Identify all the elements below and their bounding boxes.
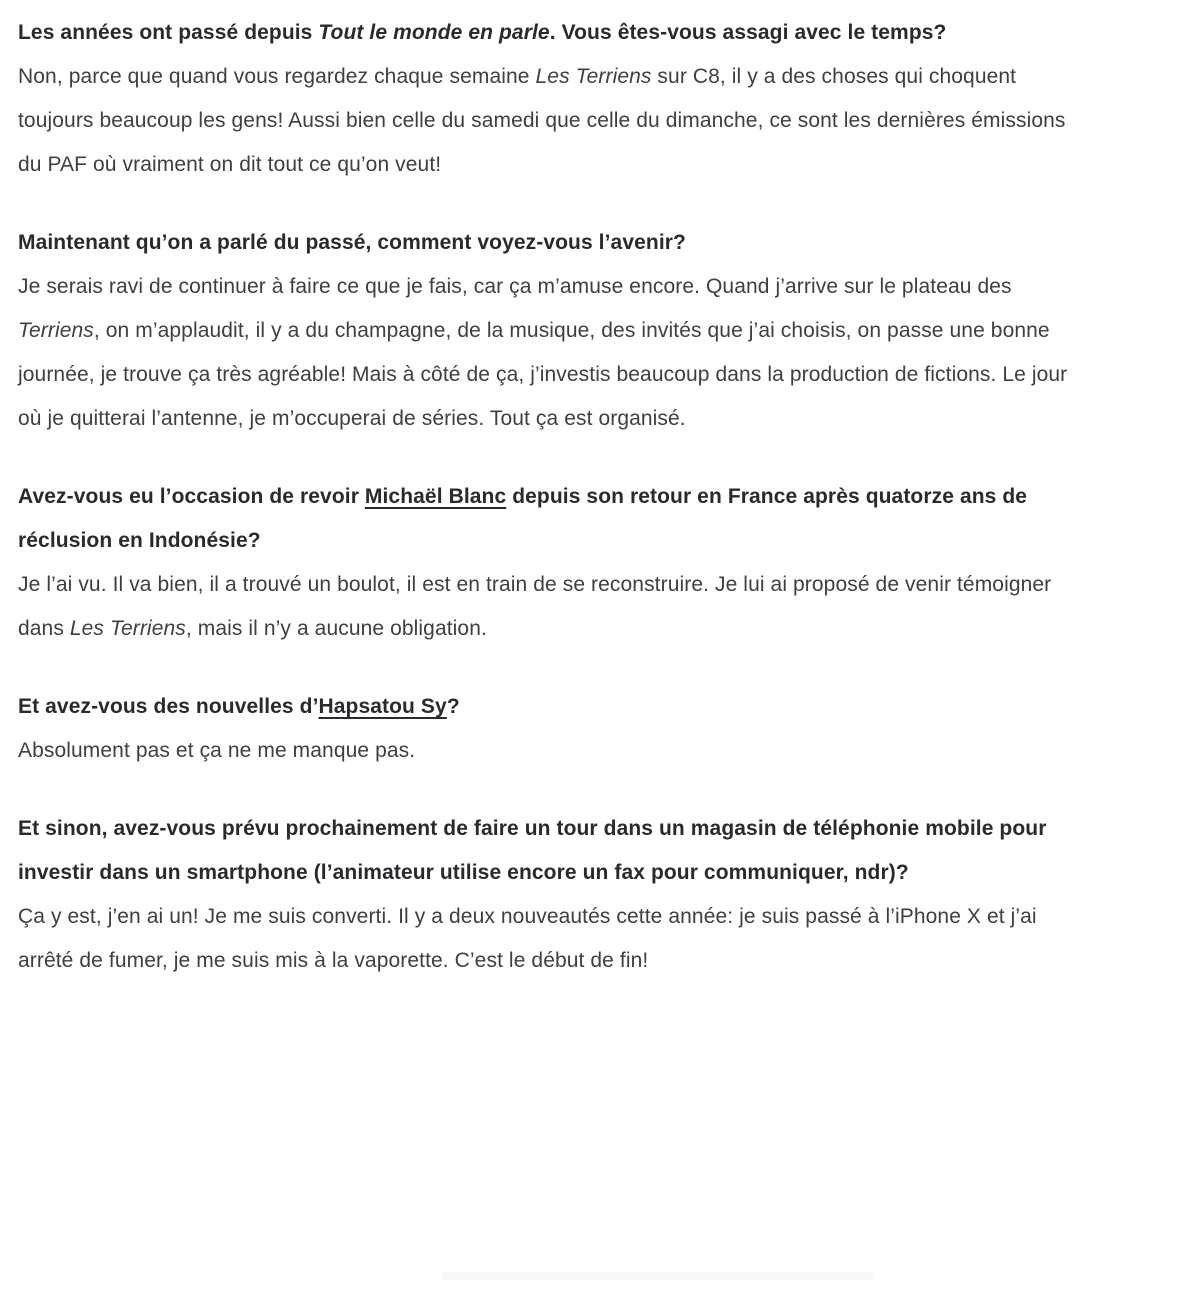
interview-answer-4 <box>18 729 1086 773</box>
text-segment: Maintenant qu’on a parlé du passé, comment voyez-vous l’avenir? <box>18 231 686 254</box>
qa-block-2 <box>18 221 1086 441</box>
interview-article <box>18 11 1086 1017</box>
text-segment: Je l’ai vu. Il va bien, il a trouvé un boulot, il est en train de se reconstruire. Je lui ai proposé de venir témoigner dans <box>18 573 1052 640</box>
text-segment: Absolument pas et ça ne me manque pas. <box>18 739 416 762</box>
qa-block-3 <box>18 475 1086 651</box>
text-segment: Et sinon, avez-vous prévu prochainement de faire un tour dans un magasin de téléphonie mobile pour investir dans un smartphone (l’animateur utilise encore un fax pour communiquer, ndr)? <box>18 817 1047 884</box>
text-segment: Je serais ravi de continuer à faire ce que je fais, car ça m’amuse encore. Quand j’arrive sur le plateau des <box>18 275 1012 298</box>
interview-question-1 <box>18 11 1086 55</box>
text-segment: . Vous êtes-vous assagi avec le temps? <box>549 21 947 44</box>
show-title-les-terriens: Les Terriens <box>69 617 186 640</box>
text-segment: sur C8, il y a des choses qui choquent toujours beaucoup les gens! Aussi bien celle du samedi que celle du dimanche, ce sont les dernières émissions du PAF où vraiment on dit tout ce qu’on veut! <box>18 65 1066 176</box>
interview-answer-1 <box>18 55 1086 187</box>
interview-answer-3 <box>18 563 1086 651</box>
text-segment: Les années ont passé depuis <box>18 21 319 44</box>
qa-block-4 <box>18 685 1086 773</box>
interview-answer-2 <box>18 265 1086 441</box>
text-segment: depuis son retour en France après quatorze ans de réclusion en Indonésie? <box>18 485 1028 552</box>
qa-block-5 <box>18 807 1086 983</box>
text-segment: Et avez-vous des nouvelles d’ <box>18 695 319 718</box>
hapsatou-sy-link[interactable]: Hapsatou Sy <box>318 695 447 718</box>
text-segment: ? <box>446 695 460 718</box>
text-segment: Avez-vous eu l’occasion de revoir <box>18 485 365 508</box>
interview-answer-5 <box>18 895 1086 983</box>
interview-question-3 <box>18 475 1086 563</box>
qa-block-1 <box>18 11 1086 187</box>
show-title-tout-le-monde-en-parle: Tout le monde en parle <box>318 21 550 44</box>
text-segment: Ça y est, j’en ai un! Je me suis converti. Il y a deux nouveautés cette année: je suis passé à l’iPhone X et j’ai arrêté de fumer, je me suis mis à la vaporette. C’est le début de fin! <box>18 905 1037 972</box>
interview-question-5 <box>18 807 1086 895</box>
michael-blanc-link[interactable]: Michaël Blanc <box>364 485 507 508</box>
interview-question-4 <box>18 685 1086 729</box>
faint-bottom-bar <box>443 1272 873 1280</box>
interview-question-2 <box>18 221 1086 265</box>
text-segment: , on m’applaudit, il y a du champagne, de la musique, des invités que j’ai choisis, on passe une bonne journée, je trouve ça très agréable! Mais à côté de ça, j’investis beaucoup dans la production de fictions. Le jour où je quitterai l’antenne, je m’occuperai de séries. Tout ça est organisé. <box>18 319 1068 430</box>
show-title-les-terriens: Les Terriens <box>535 65 652 88</box>
text-segment: Non, parce que quand vous regardez chaque semaine <box>18 65 536 88</box>
text-segment: , mais il n’y a aucune obligation. <box>185 617 487 640</box>
show-title-terriens: Terriens <box>18 319 94 342</box>
